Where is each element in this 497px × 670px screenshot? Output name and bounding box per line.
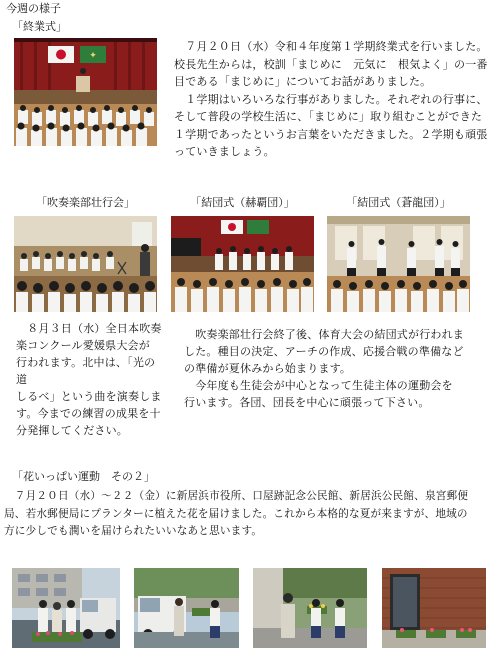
text-line: の準備が夏休みから始まります。 — [184, 362, 352, 375]
text-line: した。種目の決定、アーチの作成、応援合戦の準備など — [184, 345, 464, 358]
text-line: １学期はいろいろな行事がありました。それぞれの行事に、 — [174, 92, 488, 106]
text-line: 方に少しでも潤いを届けられたいいなあと思います。 — [4, 525, 263, 537]
text-line: す。今までの練習の成果を十 — [16, 407, 161, 420]
red-team-ceremony-photo — [171, 216, 314, 312]
text-line: 局、若水郵便局にプランターに植えた花を届けました。これから本格的な夏が来ますが、地域の — [4, 507, 468, 520]
text-line: 目である「まじめに」についてお話がありました。 — [174, 75, 432, 88]
section-heading-flower-campaign: 「花いっぱい運動 その２」 — [12, 470, 155, 483]
blue-team-ceremony-photo — [327, 216, 470, 312]
text-line: っていきましょう。 — [174, 145, 275, 158]
closing-ceremony-text — [174, 38, 492, 161]
closing-ceremony-photo — [14, 38, 157, 146]
brass-band-photo — [14, 216, 157, 312]
flower-delivery-photo-3 — [253, 568, 367, 648]
sports-festival-text — [184, 326, 494, 411]
text-line: １学期であったというお言葉をいただきました。２学期も頑張 — [174, 127, 488, 141]
flower-delivery-photo-1 — [12, 568, 120, 648]
brass-contest-text — [16, 320, 166, 439]
page-title: 今週の様子 — [6, 2, 61, 15]
text-line: ７月２０日（水）～２２（金）に新居浜市役所、口屋跡記念公民館、新居浜公民館、泉宮郵便 — [4, 490, 469, 502]
caption-red-team: 「結団式（赫覇団）」 — [190, 196, 295, 209]
caption-brass-send-off: 「吹奏楽部壮行会」 — [36, 196, 135, 209]
section-heading-closing-ceremony: 「終業式」 — [12, 20, 67, 33]
text-line: ８月３日（水）全日本吹奏 — [16, 322, 162, 335]
text-line: ７月２０日（水）令和４年度第１学期終業式を行いました。 — [174, 40, 488, 53]
flower-delivery-photo-4 — [382, 568, 486, 648]
text-line: そして普段の学校生活に、「まじめに」取り組むことができた — [174, 110, 483, 123]
text-line: 行われます。北中は、「光の道 — [16, 356, 156, 386]
caption-blue-team: 「結団式（蒼龍団）」 — [346, 196, 451, 209]
text-line: 吹奏楽部壮行会終了後、体育大会の結団式が行われま — [184, 328, 464, 341]
text-line: 楽コンクール愛媛県大会が — [16, 339, 150, 352]
text-line: 行います。各団、団長を中心に頑張って下さい。 — [184, 396, 430, 409]
flower-delivery-photo-2 — [134, 568, 239, 648]
svg-text:✦: ✦ — [89, 51, 97, 61]
text-line: 今年度も生徒会が中心となって生徒主体の運動会を — [184, 379, 453, 392]
text-line: 分発揮してください。 — [16, 424, 128, 437]
text-line: 校長先生からは，校訓「まじめに 元気に 根気よく」の一番 — [174, 57, 488, 71]
text-line: しるべ」という曲を演奏しま — [16, 390, 162, 403]
flower-campaign-text — [4, 488, 494, 541]
